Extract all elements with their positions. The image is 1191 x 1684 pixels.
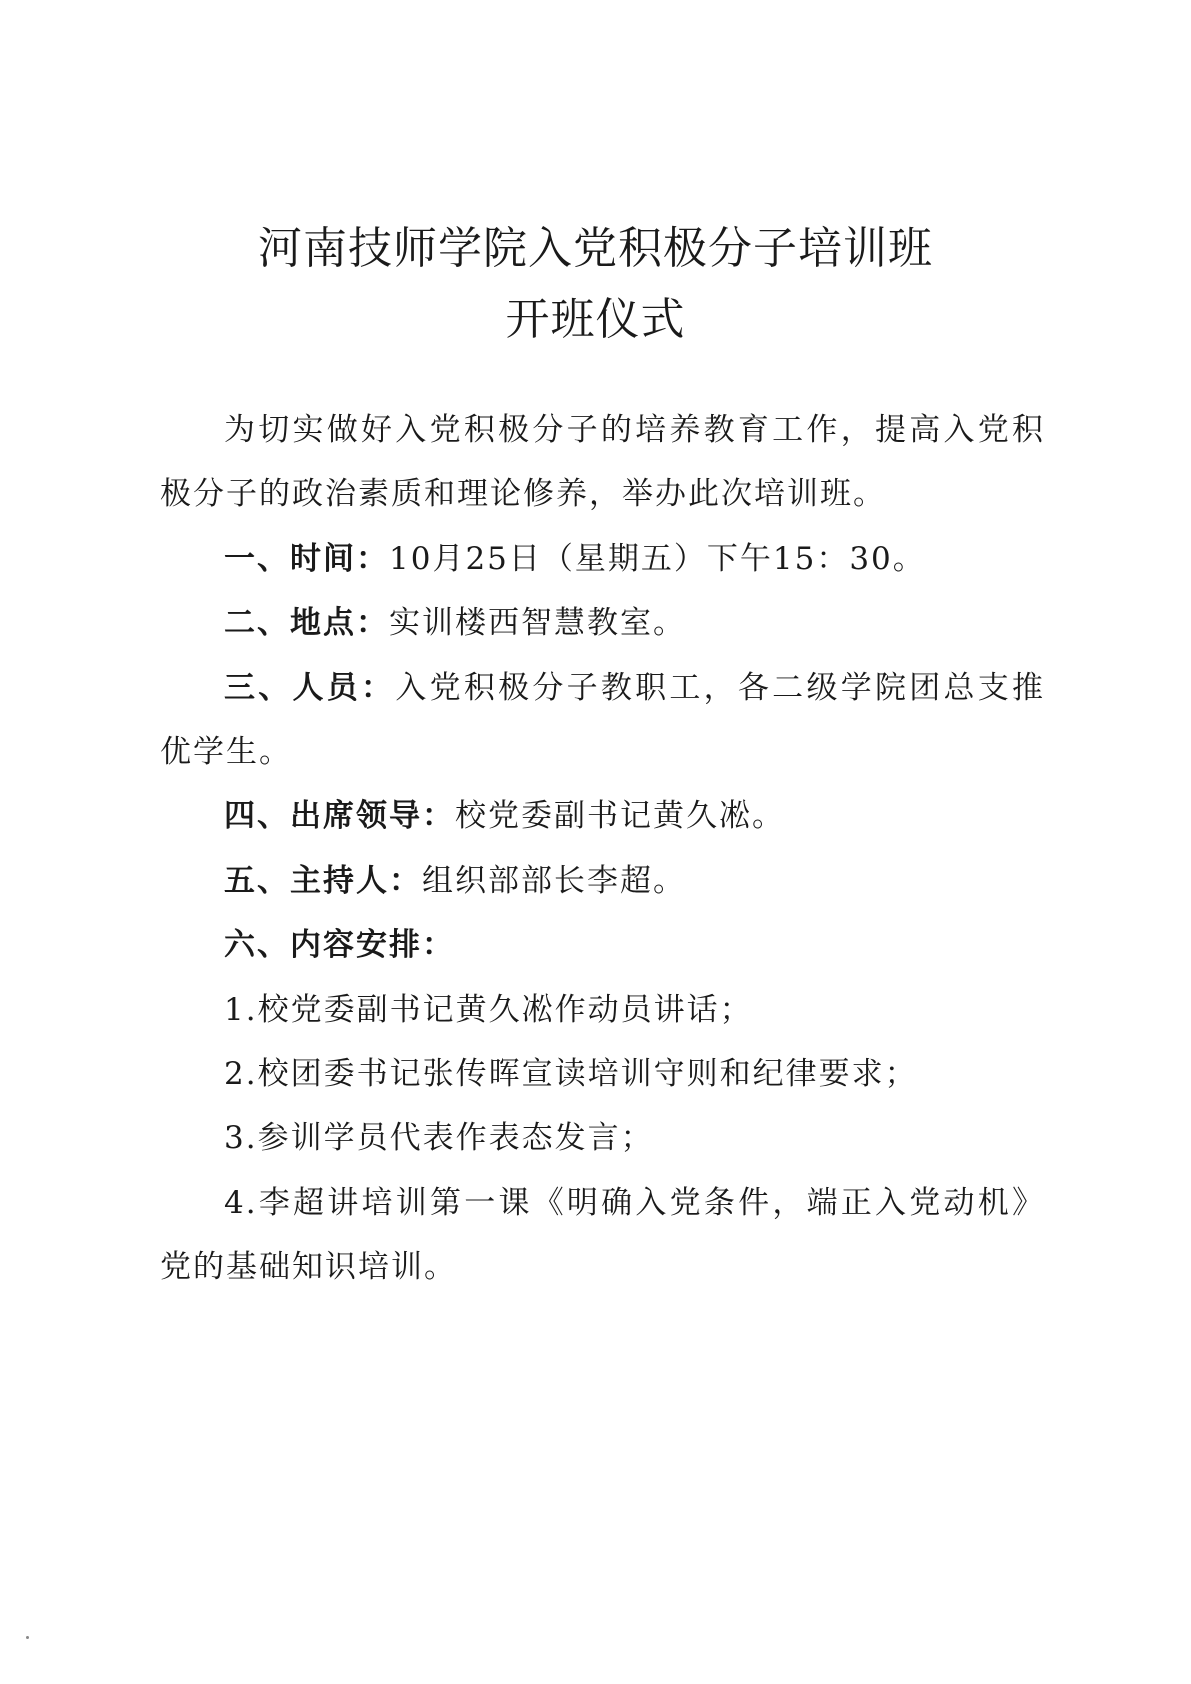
item-attendees — [160, 656, 1045, 785]
item-label: 二、地点： — [224, 605, 389, 642]
item-text: 实训楼西智慧教室。 — [389, 605, 686, 642]
document-title-line1: 河南技师学院入党积极分子培训班 — [258, 223, 933, 274]
agenda-item: 3.参训学员代表作表态发言； — [224, 1120, 654, 1157]
document-body — [160, 398, 1045, 1300]
item-leaders — [160, 784, 1045, 848]
item-time — [160, 527, 1045, 591]
scan-speck — [26, 1636, 29, 1639]
agenda-item: 2.校团委书记张传晖宣读培训守则和纪律要求； — [224, 1056, 918, 1093]
agenda-item: 4.李超讲培训第一课《明确入党条件，端正入党动机》党的基础知识培训。 — [160, 1184, 1045, 1286]
item-text: 入党积极分子教职工，各二级学院团总支推优学生。 — [160, 669, 1046, 771]
agenda-item: 1.校党委副书记黄久凇作动员讲话； — [224, 991, 753, 1028]
item-label: 三、人员： — [224, 669, 396, 706]
intro-paragraph: 为切实做好入党积极分子的培养教育工作，提高入党积极分子的政治素质和理论修养，举办此次培训班。 — [160, 412, 1045, 513]
item-label: 六、内容安排： — [224, 927, 455, 964]
item-label: 四、出席领导： — [224, 798, 455, 835]
item-host — [160, 849, 1045, 913]
item-text: 组织部部长李超。 — [422, 862, 686, 899]
item-text: 10月25日（星期五）下午15：30。 — [389, 540, 926, 577]
item-label: 一、时间： — [224, 540, 389, 577]
item-location — [160, 591, 1045, 655]
document-title-line2: 开班仪式 — [505, 294, 686, 345]
item-agenda-heading — [160, 913, 1045, 977]
item-text: 校党委副书记黄久凇。 — [455, 798, 785, 835]
item-label: 五、主持人： — [224, 862, 422, 899]
